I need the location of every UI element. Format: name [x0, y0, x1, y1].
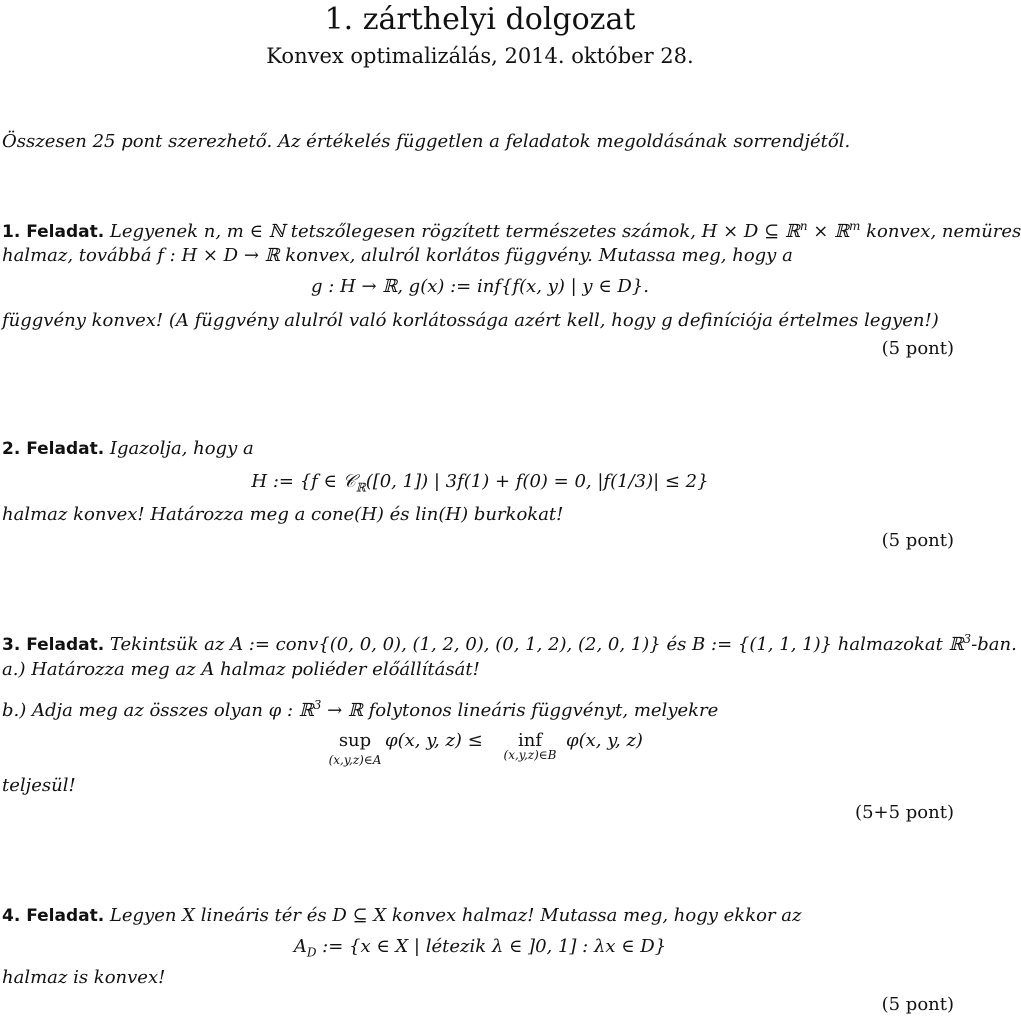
task-3-line-end: teljesül!	[2, 775, 76, 796]
task-3-part-a: a.) Határozza meg az A halmaz poliéder előállítását!	[2, 659, 480, 680]
task-2-formula: H := {f ∈ 𝒞$_ℝ$([0, 1]) | 3f(1) + f(0) = 0, |f(1/3)| ≤ 2}	[251, 471, 709, 495]
task-4-points: (5 pont)	[881, 994, 954, 1015]
task-3-label: 3. Feladat.	[2, 635, 105, 655]
task-2-label: 2. Feladat.	[2, 439, 105, 459]
task-3-inf-expression: φ(x, y, z)	[566, 730, 643, 751]
task-2-line-1: 2. Feladat. Igazolja, hogy a	[2, 438, 254, 459]
task-3-line-1: 3. Feladat. Tekintsük az A := conv{(0, 0, 0), (1, 2, 0), (0, 1, 2), (2, 0, 1)} és B := {(1, 1, 1)} halmazokat ℝ$^3$-ban.	[2, 632, 1017, 655]
task-3-sup-subscript: (x,y,z)∈A	[328, 753, 382, 767]
task-2-points: (5 pont)	[881, 530, 954, 551]
task-4-line-2: halmaz is konvex!	[2, 967, 166, 988]
task-3-inf-subscript: (x,y,z)∈B	[503, 748, 557, 762]
task-3-part-b: b.) Adja meg az összes olyan φ : ℝ$^3$ → ℝ folytonos lineáris függvényt, melyekre	[2, 698, 719, 721]
intro-text: Összesen 25 pont szerezhető. Az értékelés független a feladatok megoldásának sorrendjétől.	[2, 131, 851, 152]
task-3-points: (5+5 pont)	[855, 802, 954, 823]
page-title: 1. zárthelyi dolgozat	[324, 2, 636, 37]
task-1-line-1: 1. Feladat. Legyenek n, m ∈ ℕ tetszőlegesen rögzített természetes számok, H × D ⊆ ℝ$^n$ × ℝ$^m$ konvex, nemüres	[2, 219, 1021, 242]
task-3-inf-word: inf	[517, 730, 542, 751]
task-4-line-1: 4. Feladat. Legyen X lineáris tér és D ⊆ X konvex halmaz! Mutassa meg, hogy ekkor az	[2, 905, 802, 926]
task-3-sup-expression: φ(x, y, z) ≤	[385, 730, 483, 751]
task-1-points: (5 pont)	[881, 338, 954, 359]
task-4-label: 4. Feladat.	[2, 906, 105, 926]
task-1-label: 1. Feladat.	[2, 222, 105, 242]
page-subtitle: Konvex optimalizálás, 2014. október 28.	[266, 44, 694, 68]
task-1-line-2: halmaz, továbbá f : H × D → ℝ konvex, alulról korlátos függvény. Mutassa meg, hogy a	[2, 245, 793, 266]
task-1-formula: g : H → ℝ, g(x) := inf{f(x, y) | y ∈ D}.	[311, 276, 649, 297]
task-3-sup-word: sup	[338, 730, 372, 751]
task-2-line-2: halmaz konvex! Határozza meg a cone(H) és lin(H) burkokat!	[2, 504, 564, 525]
task-4-formula: $A_D$ := {x ∈ X | létezik λ ∈ ]0, 1] : λx ∈ D}	[293, 936, 667, 960]
task-1-line-3: függvény konvex! (A függvény alulról való korlátossága azért kell, hogy g definíciója értelmes legyen!)	[2, 310, 939, 331]
task-1-text: Legyenek n, m ∈ ℕ tetszőlegesen rögzített természetes számok, H × D ⊆ ℝ	[109, 221, 800, 242]
